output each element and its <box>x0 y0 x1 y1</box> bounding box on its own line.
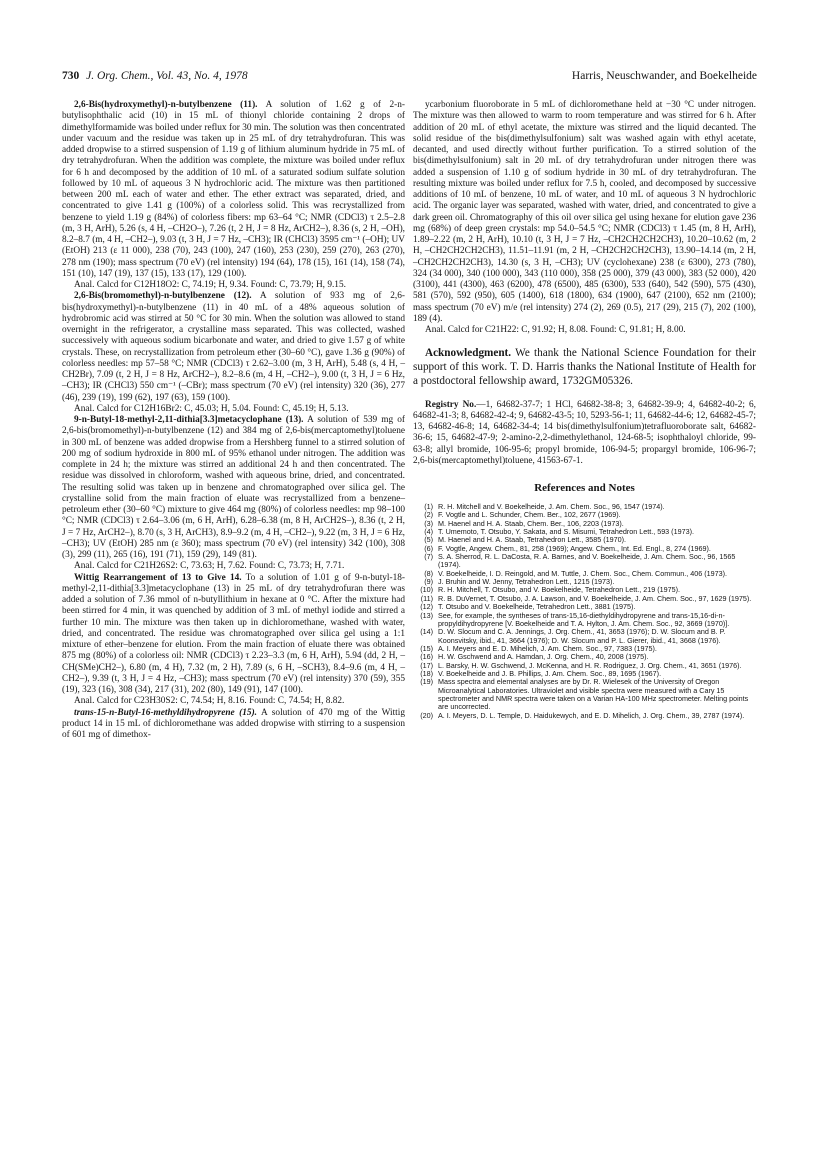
paragraph-text: Anal. Calcd for C12H18O2: C, 74.19; H, 9.34. Found: C, 73.79; H, 9.15. <box>74 280 346 290</box>
paragraph-text: A solution of 470 mg of the Wittig product 14 in 15 mL of dichloromethane was added dropwise with stirring to a suspension of 601 mg of dimethox- <box>62 707 405 740</box>
left-column <box>62 100 405 741</box>
reference-number: (6) <box>424 543 433 553</box>
paragraph-text: A solution of 539 mg of 2,6-bis(bromomethyl)-n-butylbenzene (12) and 384 mg of 2,6-bis(mercaptomethyl)toluene in 300 mL of benzene was added dropwise from a Hershberg funnel to a stirred solution of 200 mg of sodium hydroxide in 800 mL of 95% ethanol under nitrogen. The addition was complete in 24 h; the mixture was stirred an additional 24 h and then concentrated. The residue was dissolved in chloroform, washed with aqueous brine, dried, and concentrated. The resulting solid was taken up in benzene and chromatographed over silica gel. The crystalline solid from the main fraction of eluate was recrystallized from a benzene–petroleum ether (30–60 °C) mixture to give 464 mg (80%) of colorless needles: mp 98–100 °C; NMR (CDCl3) τ 2.64–3.06 (m, 6 H, ArH), 6.28–6.38 (m, 8 H, ArCH2S–), 8.36 (t, 2 H, J = 7 Hz, ArCH2–), 8.70 (s, 3 H, ArCH3), 8.9–9.2 (m, 4 H, –CH2–), 9.22 (m, 3 H, J = 6 Hz, –CH3); UV (EtOH) 285 nm (ε 360); mass spectrum (70 eV) (rel intensity) 342 (100), 308 (3), 299 (11), 265 (16), 191 (71), 159 (29), 149 (81). <box>62 415 405 560</box>
reference-number: (3) <box>424 518 433 528</box>
reference-number: (9) <box>424 577 433 587</box>
reference-number: (2) <box>424 510 433 520</box>
registry-text: —1, 64682-37-7; 1 HCl, 64682-38-8; 3, 64682-39-9; 4, 64682-40-2; 6, 64682-41-3; 8, 64682-42-4; 9, 64682-43-5; 10, 5293-56-1; 11, 64682-44-6; 12, 64682-45-7; 13, 64682-46-8; 14, 64682-34-4; 14 bis(dimethylsulfonium)tetrafluoroborate salt, 64682-36-6; 15, 64682-47-9; 2-amino-2,2-dimethylethanol, 124-68-5; isophthaloyl chloride, 99-63-8; allyl bromide, 106-95-6; propyl bromide, 106-94-5; propargyl bromide, 106-96-7; 2,6-bis(mercaptomethyl)toluene, 41563-67-1. <box>413 399 756 466</box>
reference-text: V. Boekelheide, I. D. Reingold, and M. Tuttle, J. Chem. Soc., Chem. Commun., 406 (1973). <box>438 568 727 578</box>
paragraph <box>62 696 405 707</box>
reference-text: M. Haenel and H. A. Staab, Tetrahedron Lett., 3585 (1970). <box>438 535 627 545</box>
paragraph <box>413 325 756 336</box>
reference-number: (13) <box>420 610 433 620</box>
reference-number: (17) <box>420 660 433 670</box>
reference-text: J. Bruhin and W. Jenny, Tetrahedron Lett., 1215 (1973). <box>438 577 615 587</box>
reference-text: R. H. Mitchell, T. Otsubo, and V. Boekelheide, Tetrahedron Lett., 219 (1975). <box>438 585 680 595</box>
paragraph-heading: 9-n-Butyl-18-methyl-2,11-dithia[3.3]metacyclophane (13). <box>74 415 304 425</box>
reference-text: M. Haenel and H. A. Staab, Chem. Ber., 106, 2203 (1973). <box>438 518 624 528</box>
paragraph-heading: trans-15-n-Butyl-16-methyldihydropyrene (15). <box>74 707 257 718</box>
reference-text: T. Umemoto, T. Otsubo, Y. Sakata, and S. Misumi, Tetrahedron Lett., 593 (1973). <box>438 527 694 537</box>
reference-number: (4) <box>424 527 433 537</box>
paragraph-text: A solution of 1.62 g of 2-n-butylisophthalic acid (10) in 15 mL of thionyl chloride containing 2 drops of dimethylformamide was boiled under reflux for 30 min. The solution was then concentrated under vacuum and the residue was taken up in 25 mL of dry tetrahydrofuran. This was added dropwise to a stirred suspension of 1.19 g of lithium aluminum hydride in 75 mL of dry tetrahydrofuran. When the addition was complete, the mixture was boiled under reflux for 6 h and decomposed by the addition of 10 mL of a saturated sodium sulfate solution followed by 10 mL of aqueous 3 N hydrochloric acid. The mixture was then partitioned between 200 mL each of water and ether. The ether extract was separated, dried, and concentrated to give 1.41 g (100%) of a colorless solid. This was recrystallized from benzene to yield 1.19 g (84%) of colorless fibers: mp 63–64 °C; NMR (CDCl3) τ 2.5–2.8 (m, 3 H, ArH), 5.26 (s, 4 H, –CH2O–), 7.26 (t, 2 H, J = 8 Hz, ArCH2–), 8.36 (s, 2 H, –OH), 8.2–8.7 (m, 4 H, –CH2–), 9.03 (t, 3 H, J = 7 Hz, –CH3); IR (CHCl3) 3595 cm⁻¹ (–OH); UV (EtOH) 213 (ε 11 000), 238 (70), 243 (100), 247 (160), 253 (230), 259 (270), 263 (270), 278 nm (190); mass spectrum (70 eV) (rel intensity) 194 (64), 178 (15), 161 (14), 158 (74), 151 (10), 147 (19), 137 (15), 133 (17), 129 (100). <box>62 100 406 279</box>
acknowledgment-text: We thank the National Science Foundation for their support of this work. T. D. Harris thanks the National Institute of Health for a postdoctoral fellowship award, 1732GM05326. <box>413 347 756 388</box>
paragraph-heading: Wittig Rearrangement of 13 to Give 14. <box>74 572 242 583</box>
registry-numbers <box>413 400 756 468</box>
paragraph <box>62 100 405 280</box>
right-column-paragraphs <box>413 100 756 336</box>
reference-item <box>413 612 756 629</box>
reference-text: A. I. Meyers, D. L. Temple, D. Haidukewych, and E. D. Mihelich, J. Org. Chem., 39, 2787 (1974). <box>438 710 745 720</box>
reference-number: (19) <box>420 677 433 687</box>
paragraph <box>62 708 405 742</box>
paragraph <box>62 415 405 561</box>
reference-number: (10) <box>420 585 433 595</box>
reference-number: (16) <box>420 652 433 662</box>
reference-text: R. H. Mitchell and V. Boekelheide, J. Am. Chem. Soc., 96, 1547 (1974). <box>438 502 665 512</box>
reference-number: (1) <box>424 502 433 512</box>
acknowledgment <box>413 346 756 388</box>
reference-number: (12) <box>420 602 433 612</box>
reference-number: (11) <box>420 593 433 603</box>
reference-text: F. Vogtle and L. Schunder, Chem. Ber., 102, 2677 (1969). <box>438 510 621 520</box>
paragraph <box>62 561 405 572</box>
reference-number: (5) <box>424 535 433 545</box>
page-number: 730 <box>62 70 80 82</box>
reference-text: D. W. Slocum and C. A. Jennings, J. Org. Chem., 41, 3653 (1976); D. W. Slocum and B. P. Koonsvitsky, ibid., 41, 3664 (1976); D. W. Slocum and P. L. Gierer, ibid., 41, 3668 (1976). <box>438 627 726 645</box>
reference-number: (15) <box>420 643 433 653</box>
paragraph-heading: 2,6-Bis(bromomethyl)-n-butylbenzene (12). <box>74 291 252 302</box>
acknowledgment-heading: Acknowledgment. <box>425 347 512 360</box>
reference-text: H. W. Gschwend and A. Hamdan, J. Org. Chem., 40, 2008 (1975). <box>438 652 649 662</box>
reference-number: (14) <box>420 627 433 637</box>
paragraph-text: A solution of 933 mg of 2,6-bis(hydroxymethyl)-n-butylbenzene (11) in 40 mL of a 48% aqueous solution of hydrobromic acid was stirred at 50 °C for 30 min. When the solution was allowed to stand overnight in the refrigerator, a crystalline mass separated. This was collected, washed successively with aqueous sodium bicarbonate and water, and dried to give 1.57 g of white crystals. These, on recrystallization from petroleum ether (30–60 °C), gave 1.36 g (90%) of colorless needles: mp 57–58 °C; NMR (CDCl3) τ 2.62–3.00 (m, 3 H, ArH), 5.48 (s, 4 H, –CH2Br), 7.09 (t, 2 H, J = 8 Hz, ArCH2–), 8.2–8.6 (m, 4 H, –CH2–), 9.00 (t, 3 H, J = 6 Hz, –CH3); IR (CHCl3) 550 cm⁻¹ (–CBr); mass spectrum (70 eV) (rel intensity) 320 (36), 277 (46), 239 (19), 199 (62), 197 (63), 159 (100). <box>62 291 405 403</box>
reference-item <box>413 628 756 645</box>
reference-text: S. A. Sherrod, R. L. DaCosta, R. A. Barnes, and V. Boekelheide, J. Am. Chem. Soc., 96, 1565 (1974). <box>438 552 736 570</box>
running-authors: Harris, Neuschwander, and Boekelheide <box>571 70 757 82</box>
paragraph-text: To a solution of 1.01 g of 9-n-butyl-18-methyl-2,11-dithia[3.3]metacyclophane (13) in 25 mL of dry tetrahydrofuran there was added a solution of 7.36 mmol of n-butyllithium in hexane at 0 °C. After the mixture had been stirred for 4 min, it was quenched by addition of 3 mL of methyl iodide and stirred a further 10 min. The mixture was then taken up in dichloromethane, washed with water, dried, and concentrated. The residue was chromatographed over silica gel using a 1:1 mixture of ether–benzene for elution. From the main fraction of eluate there was obtained 875 mg (80%) of a colorless oil: NMR (CDCl3) τ 2.23–3.3 (m, 6 H, ArH), 5.94 (dd, 2 H, –CH(SMe)CH2–), 6.80 (m, 4 H), 7.32 (m, 2 H), 7.89 (s, 6 H, –SCH3), 8.4–9.6 (m, 4 H, –CH2–), 9.39 (t, 3 H, J = 4 Hz, –CH3); mass spectrum (70 eV) (rel intensity) 370 (59), 355 (19), 323 (16), 308 (34), 217 (31), 202 (80), 149 (91), 147 (100). <box>62 572 405 695</box>
paragraph <box>413 100 756 325</box>
reference-item <box>413 553 756 570</box>
paragraph <box>62 280 405 291</box>
journal-citation: J. Org. Chem., Vol. 43, No. 4, 1978 <box>86 70 248 82</box>
reference-text: Mass spectra and elemental analyses are by Dr. R. Wielesek of the University of Oregon Microanalytical Laboratories. Ultraviolet and visible spectra were measured with a Cary 15 spectrometer and NMR spectra were taken on a Varian HA-100 MHz spectrometer. Melting points are uncorrected. <box>438 677 749 712</box>
header-left <box>62 68 248 84</box>
reference-text: T. Otsubo and V. Boekelheide, Tetrahedron Lett., 3881 (1975). <box>438 602 636 612</box>
paragraph-text: Anal. Calcd for C12H16Br2: C, 45.03; H, 5.04. Found: C, 45.19; H, 5.13. <box>74 403 349 414</box>
paragraph-text: Anal. Calcd for C23H30S2: C, 74.54; H, 8.16. Found: C, 74.54; H, 8.82. <box>74 696 345 707</box>
reference-item <box>413 678 756 711</box>
paragraph <box>62 404 405 415</box>
reference-text: V. Boekelheide and J. B. Phillips, J. Am. Chem. Soc., 89, 1695 (1967). <box>438 668 662 678</box>
reference-number: (18) <box>420 668 433 678</box>
paragraph-text: ycarbonium fluoroborate in 5 mL of dichloromethane held at −30 °C under nitrogen. The mixture was then allowed to warm to room temperature and was stirred for 6 h. After addition of 20 mL of ethyl acetate, the mixture was stirred and the liquid decanted. The solid residue of the bis(dimethylsulfonium) salt was washed again with ethyl acetate, decanted, and used directly without further purification. To a stirred solution of the bis(dimethylsulfonium) salt in 20 mL of dry tetrahydrofuran under nitrogen there was added a suspension of 1.10 g of sodium hydride in 30 mL of dry tetrahydrofuran. The resulting mixture was boiled under reflux for 7.5 h, cooled, and decomposed by successive additions of 10 mL of benzene, 10 mL of water, and 10 mL of aqueous 3 N hydrochloric acid. The organic layer was separated, washed with water, dried, and concentrated to give a dark green oil. Chromatography of this oil over silica gel using hexane for elution gave 236 mg (68%) of deep green crystals: mp 54.0–54.5 °C; NMR (CDCl3) τ 1.45 (m, 8 H, ArH), 1.89–2.22 (m, 2 H, ArH), 10.10 (t, 3 H, J = 7 Hz, –CH2CH2CH2CH3), 10.20–10.62 (m, 2 H, –CH2CH2CH2CH3), 11.51–11.91 (m, 2 H, –CH2CH2CH2CH3), 13.90–14.14 (m, 2 H, –CH2CH2CH2CH3), 14.30 (s, 3 H, –CH3); UV (cyclohexane) 238 (ε 6300), 273 (780), 324 (34 000), 340 (100 000), 343 (110 000), 358 (25 000), 379 (43 000), 383 (52 000), 420 (3100), 441 (4300), 463 (6200), 478 (6500), 485 (6300), 533 (640), 542 (590), 575 (430), 581 (570), 592 (950), 605 (1400), 618 (1800), 634 (1900), 647 (2100), 652 nm (2100); mass spectrum (70 eV) m/e (rel intensity) 274 (2), 269 (0.5), 217 (29), 215 (7), 202 (100), 189 (4). <box>413 100 756 324</box>
references-list <box>413 503 756 720</box>
reference-number: (7) <box>424 552 433 562</box>
reference-number: (20) <box>420 710 433 720</box>
paragraph-text: Anal. Calcd for C21H22: C, 91.92; H, 8.08. Found: C, 91.81; H, 8.00. <box>425 325 686 335</box>
reference-text: F. Vogtle, Angew. Chem., 81, 258 (1969); Angew. Chem., Int. Ed. Engl., 8, 274 (1969). <box>438 543 711 553</box>
reference-text: L. Barsky, H. W. Gschwend, J. McKenna, and H. R. Rodriguez, J. Org. Chem., 41, 3651 (1976). <box>438 660 742 670</box>
paragraph-heading: 2,6-Bis(hydroxymethyl)-n-butylbenzene (11). <box>74 100 258 110</box>
registry-heading: Registry No. <box>425 399 477 410</box>
references-title: References and Notes <box>534 482 635 495</box>
right-column <box>413 100 756 720</box>
page-header <box>62 68 757 84</box>
paragraph-text: Anal. Calcd for C21H26S2: C, 73.63; H, 7.62. Found: C, 73.73; H, 7.71. <box>74 561 345 572</box>
reference-text: R. B. DuVernet, T. Otsubo, J. A. Lawson, and V. Boekelheide, J. Am. Chem. Soc., 97, 1629 (1975). <box>438 593 752 603</box>
reference-item <box>413 712 756 720</box>
reference-text: A. I. Meyers and E. D. Mihelich, J. Am. Chem. Soc., 97, 7383 (1975). <box>438 643 657 653</box>
reference-text: See, for example, the syntheses of trans-15,16-diethyldihydropyrene and trans-15,16-di-n-propyldihydropyrene [V. Boekelheide and T. A. Hylton, J. Am. Chem. Soc., 92, 3669 (1970)]. <box>438 610 730 628</box>
paragraph <box>62 291 405 404</box>
paragraph <box>62 573 405 697</box>
reference-number: (8) <box>424 568 433 578</box>
